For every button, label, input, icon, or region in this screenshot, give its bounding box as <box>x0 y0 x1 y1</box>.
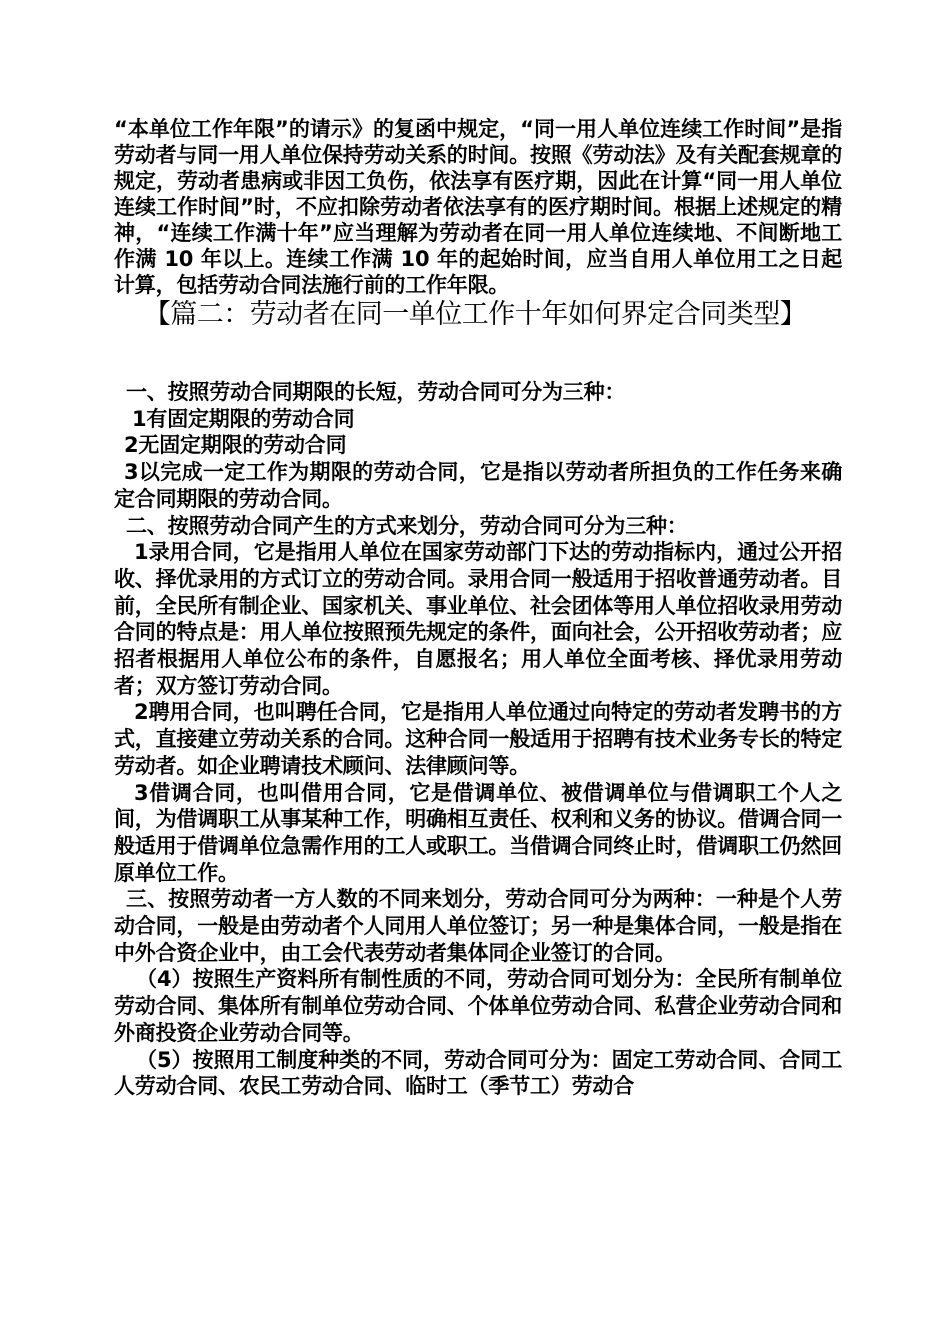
paragraph-classification-by-system: （5）按照用工制度种类的不同，劳动合同可分为：固定工劳动合同、合同工人劳动合同、农民工劳动合同、临时工（季节工）劳动合 <box>114 1047 842 1099</box>
paragraph-employment-contract: 2聘用合同，也叫聘任合同，它是指用人单位通过向特定的劳动者发聘书的方式，直接建立劳动关系的合同。这种合同一般适用于招聘有技术业务专长的特定劳动者。如企业聘请技术顾问、法律顾问等。 <box>114 700 842 778</box>
document-body <box>114 379 842 1100</box>
paragraph-fixed-term: 1有固定期限的劳动合同 <box>132 406 355 431</box>
paragraph-classification-by-method: 二、按照劳动合同产生的方式来划分，劳动合同可分为三种： <box>126 513 688 538</box>
paragraph-classification-by-party: 三、按照劳动者一方人数的不同来划分，劳动合同可分为两种：一种是个人劳动合同，一般是由劳动者个人同用人单位签订；另一种是集体合同，一般是指在中外合资企业中，由工会代表劳动者集体同企业签订的合同。 <box>114 887 842 965</box>
paragraph-classification-by-term: 一、按照劳动合同期限的长短，劳动合同可分为三种： <box>126 380 626 404</box>
paragraph-classification-by-ownership: （4）按照生产资料所有制性质的不同，劳动合同可划分为：全民所有制单位劳动合同、集体所有制单位劳动合同、个体单位劳动合同、私营企业劳动合同和外商投资企业劳动合同等。 <box>114 967 842 1045</box>
paragraph-task-based: 3以完成一定工作为期限的劳动合同，它是指以劳动者所担负的工作任务来确定合同期限的劳动合同。 <box>114 460 842 511</box>
intro-paragraph: “本单位工作年限”的请示》的复函中规定，“同一用人单位连续工作时间”是指劳动者与同一用人单位保持劳动关系的时间。按照《劳动法》及有关配套规章的规定，劳动者患病或非因工负伤，依法享有医疗期，因此在计算“同一用人单位连续工作时间”时，不应扣除劳动者依法享有的医疗期时间。根据上述规定的精神，“连续工作满十年”应当理解为劳动者在同一用人单位连续地、不间断地工作满 10 年以上。连续工作满 10 年的起始时间，应当自用人单位用工之日起计算，包括劳动合同法施行前的工作年限。 <box>114 117 842 297</box>
paragraph-recruitment-contract: 1录用合同，它是指用人单位在国家劳动部门下达的劳动指标内，通过公开招收、择优录用的方式订立的劳动合同。录用合同一般适用于招收普通劳动者。目前，全民所有制企业、国家机关、事业单位、社会团体等用人单位招收录用劳动合同的特点是：用人单位按照预先规定的条件，面向社会，公开招收劳动者；应招者根据用人单位公布的条件，自愿报名；用人单位全面考核、择优录用劳动者；双方签订劳动合同。 <box>114 540 842 698</box>
document-page <box>114 116 842 1100</box>
section-heading: 【篇二：劳动者在同一单位工作十年如何界定合同类型】 <box>143 299 807 330</box>
paragraph-open-ended: 2无固定期限的劳动合同 <box>124 433 347 458</box>
paragraph-secondment-contract: 3借调合同，也叫借用合同，它是借调单位、被借调单位与借调职工个人之间，为借调职工从事某种工作，明确相互责任、权利和义务的协议。借调合同一般适用于借调单位急需作用的工人或职工。当借调合同终止时，借调职工仍然回原单位工作。 <box>114 780 842 885</box>
